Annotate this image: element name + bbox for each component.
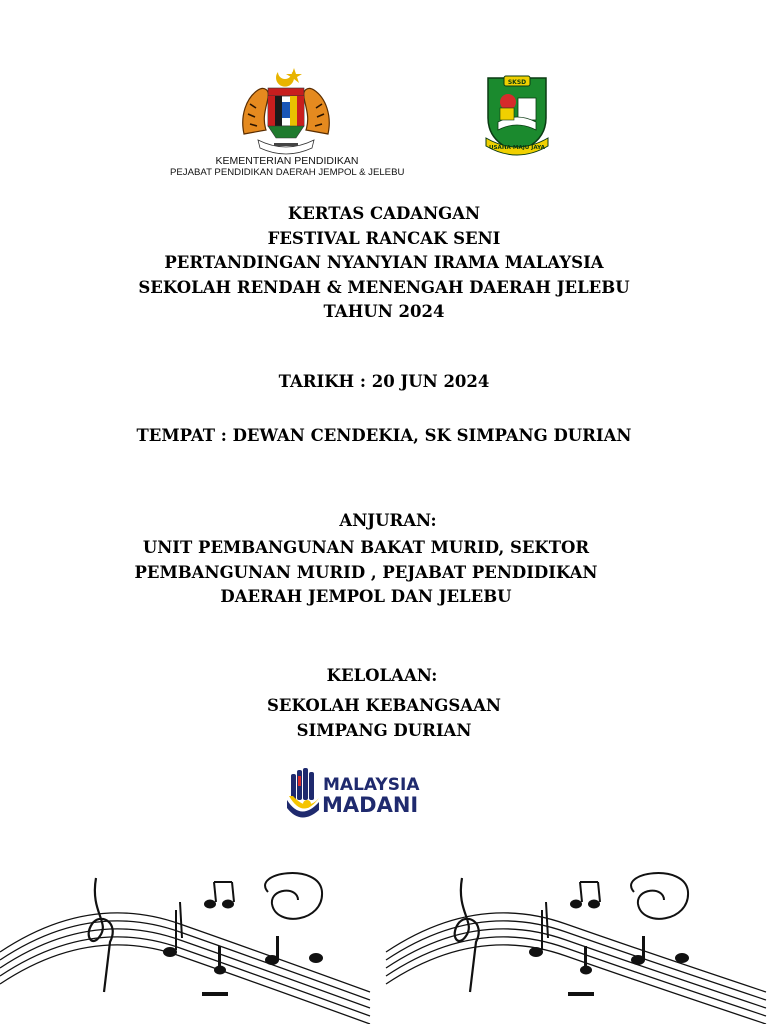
organizer-line: UNIT PEMBANGUNAN BAKAT MURID, SEKTOR <box>142 538 590 557</box>
title-line: TAHUN 2024 <box>323 302 445 321</box>
title-line: SEKOLAH RENDAH & MENENGAH DAERAH JELEBU <box>138 277 630 297</box>
event-date: TARIKH : 20 JUN 2024 <box>278 372 490 391</box>
malaysia-madani-logo <box>285 766 441 820</box>
organizer-line: DAERAH JEMPOL DAN JELEBU <box>220 587 512 606</box>
organizer-heading: ANJURAN: <box>339 511 437 530</box>
music-notes-decoration-icon <box>0 852 378 1024</box>
school-crest-icon <box>482 72 552 158</box>
event-venue: TEMPAT : DEWAN CENDEKIA, SK SIMPANG DURIAN <box>136 426 632 445</box>
ministry-name <box>170 156 404 178</box>
jata-negara-crest-icon <box>236 64 336 156</box>
music-notes-decoration-icon <box>366 852 768 1024</box>
managed-by-line: SIMPANG DURIAN <box>296 720 472 740</box>
managed-by-details <box>0 694 768 743</box>
proposal-title <box>0 202 768 325</box>
managed-by-heading: KELOLAAN: <box>326 666 438 685</box>
madani-logo-line-2: MADANI <box>322 793 419 817</box>
school-crest-initials: SKSD <box>507 79 527 86</box>
managed-by-line: SEKOLAH KEBANGSAAN <box>267 696 501 715</box>
organizer-details <box>0 536 750 610</box>
title-line: PERTANDINGAN NYANYIAN IRAMA MALAYSIA <box>164 253 604 272</box>
organizer-line: PEMBANGUNAN MURID , PEJABAT PENDIDIKAN <box>134 562 598 582</box>
title-line: KERTAS CADANGAN <box>287 204 481 223</box>
school-motto: USAHA MAJU JAYA <box>488 145 546 151</box>
ministry-line-1: KEMENTERIAN PENDIDIKAN <box>215 155 359 167</box>
madani-logo-line-1: MALAYSIA <box>323 775 420 795</box>
title-line: FESTIVAL RANCAK SENI <box>267 228 501 248</box>
ministry-line-2: PEJABAT PENDIDIKAN DAERAH JEMPOL & JELEBU <box>170 167 405 178</box>
